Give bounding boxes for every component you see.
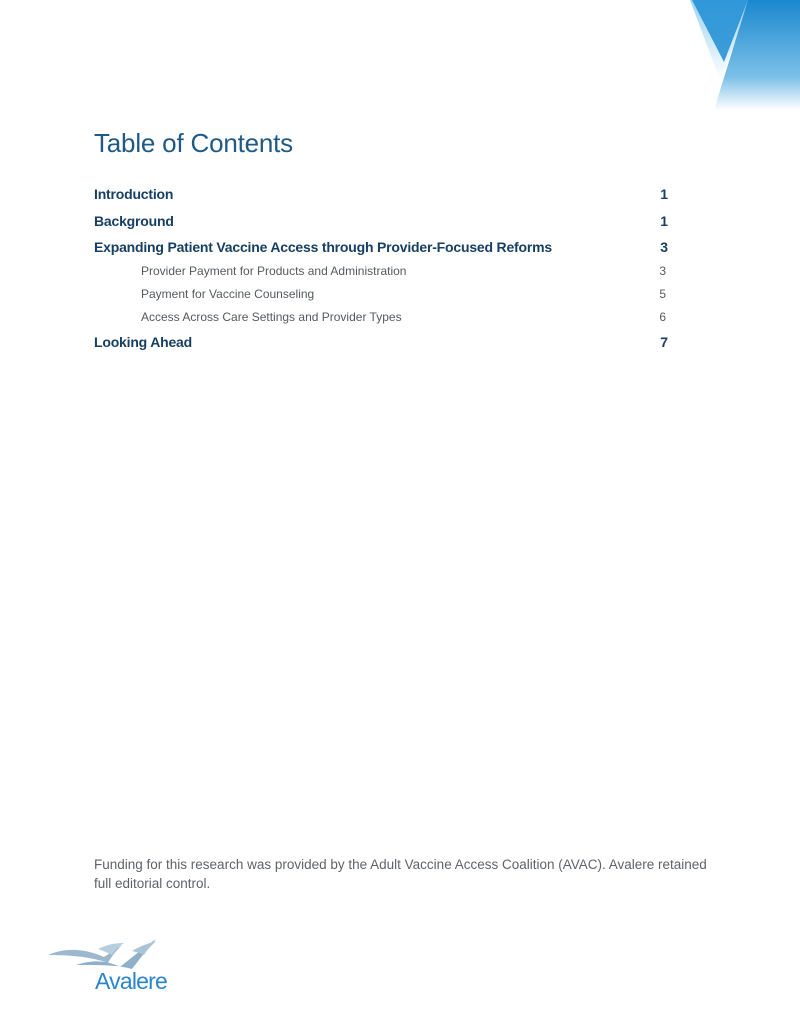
toc-entry-page: 5: [659, 287, 666, 301]
funding-note: Funding for this research was provided by the Adult Vaccine Access Coalition (AVAC). Avalere retained full editorial control.: [94, 857, 707, 891]
avalere-logo-text: Avalere: [95, 968, 167, 994]
toc-entry-page: 6: [659, 310, 666, 324]
toc-entry-vaccine-counseling[interactable]: [94, 287, 668, 310]
table-of-contents: [94, 186, 668, 361]
toc-entry-label: Expanding Patient Vaccine Access through Provider-Focused Reforms: [94, 239, 552, 255]
page-title: Table of Contents: [94, 128, 293, 158]
toc-entry-introduction[interactable]: [94, 186, 668, 213]
toc-entry-page: 7: [660, 334, 668, 350]
toc-entry-label: Provider Payment for Products and Administration: [141, 264, 407, 278]
toc-entry-care-settings[interactable]: [94, 310, 668, 334]
toc-entry-expanding-access[interactable]: [94, 239, 668, 264]
toc-entry-label: Looking Ahead: [94, 334, 192, 350]
toc-entry-page: 1: [660, 212, 668, 229]
toc-entry-background[interactable]: [94, 213, 668, 240]
toc-entry-page: 3: [660, 239, 668, 255]
corner-triangle-graphic-icon: [690, 0, 800, 110]
toc-entry-label: Access Across Care Settings and Provider Types: [141, 310, 402, 324]
toc-entry-page: 1: [660, 186, 668, 202]
toc-entry-label: Payment for Vaccine Counseling: [141, 287, 315, 301]
toc-entry-page: 3: [659, 264, 666, 278]
toc-entry-label: Introduction: [94, 186, 174, 202]
toc-entry-looking-ahead[interactable]: [94, 334, 668, 361]
toc-entry-label: Background: [94, 212, 174, 229]
toc-entry-provider-payment[interactable]: [94, 264, 668, 287]
